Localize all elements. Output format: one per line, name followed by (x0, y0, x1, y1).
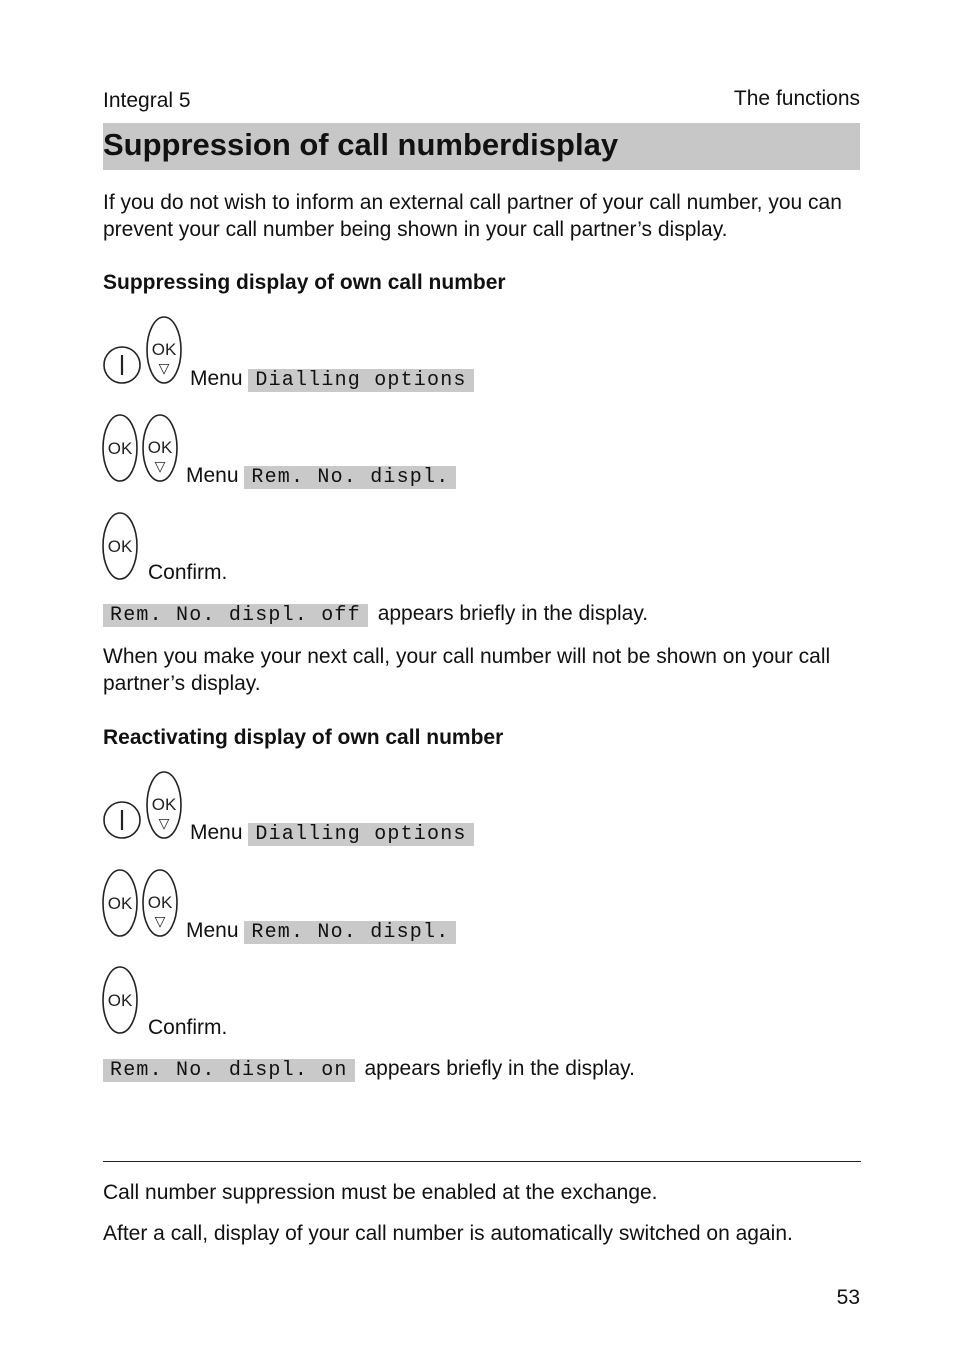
ok-key-label: OK (107, 537, 133, 556)
ok-key-label: OK (147, 438, 173, 457)
menu-label: Menu (186, 919, 239, 942)
ok-key-icon (101, 965, 139, 1035)
section2-result (103, 1057, 635, 1082)
ok-key-label: OK (107, 894, 133, 913)
result-text: appears briefly in the display. (377, 602, 649, 625)
footnote-1: Call number suppression must be enabled at the exchange. (103, 1181, 658, 1204)
section1-result (103, 602, 648, 627)
lcd-display: Dialling options (248, 369, 473, 392)
line-key-icon (102, 800, 142, 840)
ok-down-key-icon (145, 770, 183, 840)
ok-down-key-icon (141, 413, 179, 483)
footnote-2: After a call, display of your call number is automatically switched on again. (103, 1222, 793, 1245)
ok-key-icon (101, 511, 139, 581)
line-key-icon (102, 345, 142, 385)
divider (103, 1161, 861, 1162)
step-2-2 (186, 919, 456, 944)
menu-label: Menu (190, 821, 243, 844)
step-1-1 (190, 367, 474, 392)
intro-paragraph: If you do not wish to inform an external call partner of your call number, you can prevent your call number being shown in your call partner’s display. (103, 191, 842, 241)
ok-key-icon (101, 413, 139, 483)
section2-heading: Reactivating display of own call number (103, 726, 504, 749)
section1-heading: Suppressing display of own call number (103, 271, 506, 294)
lcd-display: Dialling options (248, 823, 473, 846)
page-title: Suppression of call numberdisplay (103, 127, 619, 162)
lcd-display: Rem. No. displ. (244, 466, 456, 489)
ok-key-label: OK (147, 893, 173, 912)
menu-label: Menu (186, 464, 239, 487)
header-section: The functions (733, 87, 860, 110)
down-arrow-icon: ▽ (154, 459, 166, 475)
ok-key-label: OK (151, 795, 177, 814)
lcd-display: Rem. No. displ. off (103, 604, 368, 627)
header-product: Integral 5 (103, 89, 191, 112)
down-arrow-icon: ▽ (158, 816, 170, 832)
ok-key-label: OK (151, 340, 177, 359)
result-text: appears briefly in the display. (364, 1057, 635, 1080)
down-arrow-icon: ▽ (154, 914, 166, 930)
step-1-2 (186, 464, 456, 489)
ok-key-label: OK (107, 439, 133, 458)
menu-label: Menu (190, 367, 243, 390)
ok-key-label: OK (107, 991, 133, 1010)
section1-note: When you make your next call, your call number will not be shown on your call partner’s display. (103, 645, 831, 695)
step-2-3-confirm: Confirm. (148, 1016, 228, 1039)
ok-down-key-icon (145, 315, 183, 385)
page-number: 53 (836, 1286, 860, 1309)
step-1-3-confirm: Confirm. (148, 561, 228, 584)
title-bar (103, 123, 860, 170)
lcd-display: Rem. No. displ. on (103, 1059, 355, 1082)
down-arrow-icon: ▽ (158, 361, 170, 377)
ok-down-key-icon (141, 868, 179, 938)
lcd-display: Rem. No. displ. (244, 921, 456, 944)
step-2-1 (190, 821, 474, 846)
ok-key-icon (101, 868, 139, 938)
